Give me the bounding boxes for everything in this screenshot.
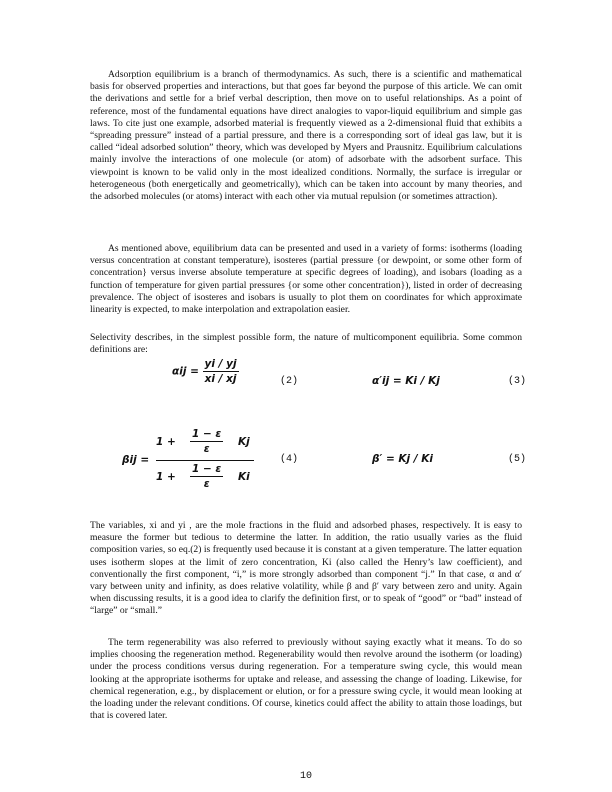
eq4-bot-num: 1 − ε xyxy=(192,463,222,475)
equation-2 xyxy=(172,358,239,385)
paragraph-5: The term regenerability was also referred to previously without saying exactly what it means. To do so implies choosing the regeneration method. Regenerability would then revolve around the isotherm (or loading) under the process conditions versus during regeneration. For a temperature swing cycle, this would mean looking at the appropriate isotherms for uptake and release, and assessing the change of loading. Likewise, for chemical regeneration, e.g., by displacement or elution, or for a pressure swing cycle, it would mean looking at the loading under the relevant conditions. Of course, kinetics could affect the ability to attain those loadings, but that is covered later. xyxy=(90,637,522,722)
equation-5-number: (5) xyxy=(508,454,527,465)
equation-3: α′ij = Ki / Kj xyxy=(372,375,440,387)
eq2-numerator: yi / yj xyxy=(204,358,237,370)
eq4-top-den: ε xyxy=(203,443,210,455)
eq4-top-fraction xyxy=(190,428,223,455)
equation-5: β′ = Kj / Ki xyxy=(372,453,434,465)
eq4-bot-k: Ki xyxy=(238,471,250,483)
eq4-bottom xyxy=(156,463,256,491)
eq4-top-num: 1 − ε xyxy=(192,428,222,440)
eq4-top xyxy=(156,428,256,456)
page-number: 10 xyxy=(299,771,312,782)
paragraph-3: Selectivity describes, in the simplest possible form, the nature of multicomponent equilibria. Some common definitions are: xyxy=(90,332,522,356)
paragraph-4: The variables, xi and yi , are the mole fractions in the fluid and adsorbed phases, respectively. It is easy to measure the former but tedious to determine the latter. In addition, the ratio usually varies as the fluid composition varies, so eq.(2) is frequently used because it is constant at a given temperature. The latter equation uses isotherm slopes at the limit of zero concentration, Ki (also called the Henry’s law coefficient), and conventionally the first component, “i,” is more strongly adsorbed than component “j.” In that case, α and α′ vary between unity and infinity, as does relative volatility, while β and β′ vary between zero and unity. Again when discussing results, it is a good idea to clarify the definition first, or to speak of “good” or “bad” instead of “large” or “small.” xyxy=(90,520,522,617)
eq4-bot-one: 1 + xyxy=(156,471,176,483)
paragraph-2: As mentioned above, equilibrium data can be presented and used in a variety of forms: isotherms (loading versus concentration at constant temperature), isosteres (partial pressure {or dewpoint, or some other form of concentration} versus inverse absolute temperature at specific degrees of loading), and isobars (loading as a function of temperature for given partial pressures {or some other concentration}), listed in order of decreasing prevalence. The object of isosteres and isobars is usually to plot them on coordinates for which approximate linearity is expected, to make interpolation and extrapolation easier. xyxy=(90,243,522,316)
eq4-lhs: βij = xyxy=(122,454,150,466)
eq4-bot-den: ε xyxy=(203,478,210,490)
eq4-main-bar xyxy=(156,460,254,461)
eq4-bot-fraction xyxy=(190,463,223,490)
eq4-big-fraction xyxy=(156,428,256,491)
paragraph-1: Adsorption equilibrium is a branch of thermodynamics. As such, there is a scientific and mathematical basis for observed properties and interactions, but that goes far beyond the purpose of this article. We can omit the derivations and settle for a brief verbal description, then move on to useful relationships. As a point of reference, most of the fundamental equations have direct analogies to vapor-liquid equilibrium and simple gas laws. To cite just one example, adsorbed material is frequently viewed as a 2-dimensional fluid that exhibits a “spreading pressure” instead of a partial pressure, and there is a corresponding sort of ideal gas law, but it is called “ideal adsorbed solution” theory, which was developed by Myers and Prausnitz. Equilibrium calculations mainly involve the interactions of one molecule (or atom) of adsorbate with the adsorbent surface. This viewpoint is known to be valid only in the most idealized conditions. Normally, the surface is irregular or heterogeneous (both energetically and geometrically), which can be taken into account by many theories, and the adsorbed molecules (or atoms) interact with each other via mutual repulsion (or sometimes attraction). xyxy=(90,69,522,203)
eq2-lhs: αij = xyxy=(172,365,199,378)
eq2-fraction xyxy=(203,358,239,385)
equation-4-number: (4) xyxy=(280,454,299,465)
eq2-denominator: xi / xj xyxy=(204,373,237,385)
equation-3-number: (3) xyxy=(508,376,527,387)
equation-2-number: (2) xyxy=(280,376,299,387)
eq4-top-k: Kj xyxy=(238,436,250,448)
eq4-top-one: 1 + xyxy=(156,436,176,448)
